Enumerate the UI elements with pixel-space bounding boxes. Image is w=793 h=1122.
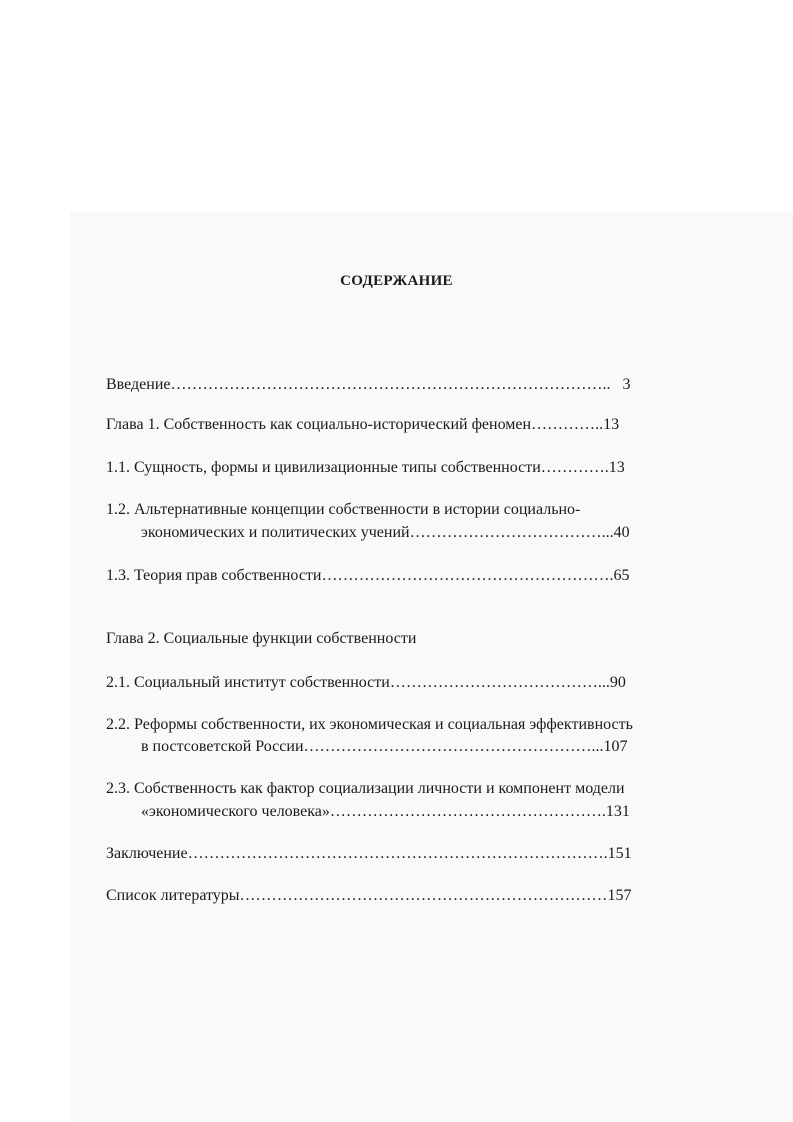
- toc-entry-text: Глава 1. Собственность как социально-исторический феномен…………..: [106, 416, 604, 433]
- toc-entry-text: в постсоветской России………………………………………………...: [141, 738, 604, 755]
- toc-page-number: 40: [613, 524, 630, 541]
- toc-entry-chapter-2[interactable]: [106, 628, 718, 650]
- toc-entry-2-3-continuation[interactable]: [141, 801, 718, 823]
- toc-page-number: 13: [608, 459, 625, 476]
- toc-entry-2-2-continuation[interactable]: [141, 736, 718, 758]
- toc-entry-text: 1.3. Теория прав собственности……………………………………………….: [106, 567, 614, 584]
- toc-entry-text: Глава 2. Социальные функции собственности: [106, 630, 417, 647]
- toc-entry-bibliography[interactable]: [106, 885, 718, 907]
- toc-page-number: 65: [613, 567, 630, 584]
- toc-entry-1-2[interactable]: [106, 499, 718, 521]
- toc-entry-1-3[interactable]: [106, 565, 718, 587]
- toc-entry-chapter-1[interactable]: [106, 414, 718, 436]
- toc-page-number: 151: [607, 845, 632, 862]
- toc-entry-text: Заключение…………………………………………………………………….: [106, 845, 608, 862]
- toc-page-number: 157: [607, 887, 632, 904]
- toc-entry-text: 2.3. Собственность как фактор социализации личности и компонент модели: [106, 780, 625, 797]
- toc-entry-text: 2.2. Реформы собственности, их экономическая и социальная эффективность: [106, 716, 633, 733]
- toc-entry-text: 1.1. Сущность, формы и цивилизационные типы собственности………….: [106, 459, 609, 476]
- toc-entry-conclusion[interactable]: [106, 843, 718, 865]
- toc-entry-2-1[interactable]: [106, 672, 718, 694]
- page-title: СОДЕРЖАНИЕ: [340, 273, 453, 289]
- toc-page-number: 107: [603, 738, 628, 755]
- toc-page-number: 13: [603, 416, 620, 433]
- toc-entry-1-1[interactable]: [106, 457, 718, 479]
- toc-entry-text: «экономического человека»…………………………………………….: [141, 803, 606, 820]
- toc-entry-text: экономических и политических учений………………………………...: [141, 524, 614, 541]
- toc-entry-2-2[interactable]: [106, 714, 718, 736]
- toc-entry-introduction[interactable]: [106, 374, 718, 396]
- toc-page-number: 90: [609, 674, 626, 691]
- toc-entry-text: Список литературы……………………………………………………………: [106, 887, 608, 904]
- scan-background: [70, 212, 793, 1122]
- toc-entry-text: 2.1. Социальный институт собственности…………………………………...: [106, 674, 610, 691]
- toc-entry-1-2-continuation[interactable]: [141, 522, 718, 544]
- toc-entry-text: Введение………………………………………………………………………..: [106, 376, 611, 393]
- toc-page-number: 3: [610, 376, 631, 393]
- toc-entry-2-3[interactable]: [106, 778, 718, 800]
- toc-entry-text: 1.2. Альтернативные концепции собственности в истории социально-: [106, 501, 581, 518]
- toc-page-number: 131: [605, 803, 630, 820]
